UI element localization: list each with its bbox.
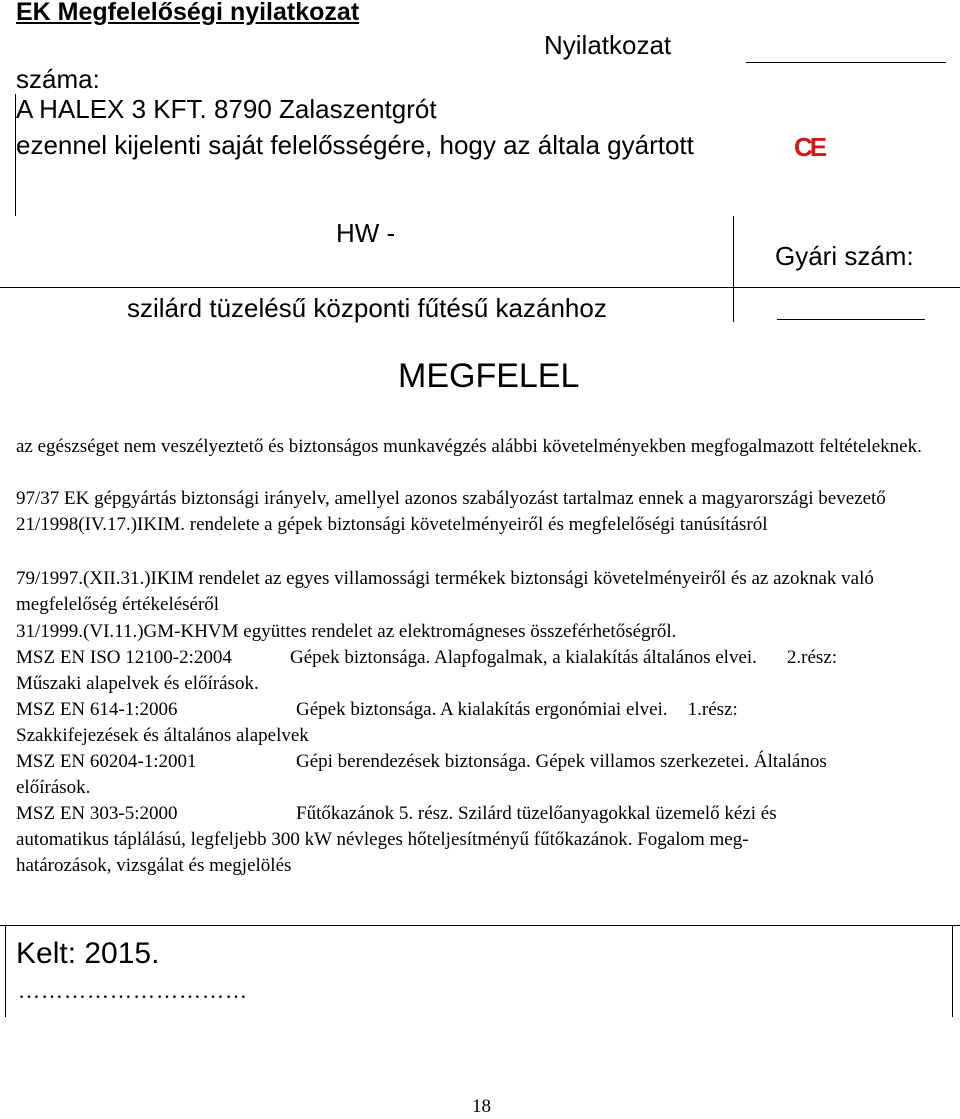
declaration-label: Nyilatkozat xyxy=(544,30,672,60)
serial-number-line xyxy=(777,319,925,320)
number-label: száma: xyxy=(16,64,100,94)
standard-code: MSZ EN 303-5:2000 xyxy=(16,803,178,824)
standard-continuation: automatikus táplálású, legfeljebb 300 kW névleges hőteljesítményű fűtőkazánok. Fogalom meg- xyxy=(16,829,749,850)
standard-row xyxy=(16,645,837,671)
standard-continuation: Műszaki alapelvek és előírások. xyxy=(16,673,259,694)
left-border-line xyxy=(15,94,16,216)
standard-text: Gépi berendezések biztonsága. Gépek villamos szerkezetei. Általános xyxy=(296,751,827,772)
company-line: A HALEX 3 KFT. 8790 Zalaszentgrót xyxy=(16,94,437,124)
conformity-heading: MEGFELEL xyxy=(398,357,580,395)
product-model: HW - xyxy=(336,218,396,248)
signature-right-border xyxy=(952,925,953,1017)
standard-continuation: Szakkifejezések és általános alapelvek xyxy=(16,725,309,746)
standard-code: MSZ EN ISO 12100-2:2004 xyxy=(16,647,232,668)
standard-text: Gépek biztonsága. Alapfogalmak, a kialakítás általános elvei. xyxy=(290,647,757,668)
declare-text: ezennel kijelenti saját felelősségére, hogy az általa gyártott xyxy=(16,130,694,160)
standard-row xyxy=(16,749,827,775)
standard-code: MSZ EN 60204-1:2001 xyxy=(16,751,197,772)
signature-left-border xyxy=(5,925,6,1017)
signature-separator-line xyxy=(0,925,960,926)
serial-label: Gyári szám: xyxy=(775,241,914,271)
standard-continuation: előírások. xyxy=(16,777,91,798)
declaration-number-line xyxy=(746,62,946,63)
product-description: szilárd tüzelésű központi fűtésű kazánhoz xyxy=(127,293,607,323)
page-title: EK Megfelelőségi nyilatkozat xyxy=(16,0,360,26)
standard-text: Gépek biztonsága. A kialakítás ergonómiai elvei. xyxy=(296,699,668,720)
standard-row xyxy=(16,801,777,827)
standard-text: Fűtőkazánok 5. rész. Szilárd tüzelőanyagokkal üzemelő kézi és xyxy=(296,803,777,824)
standard-row xyxy=(16,697,738,723)
regulation-item: 97/37 EK gépgyártás biztonsági irányelv, amellyel azonos szabályozást tartalmaz ennek a magyarországi bevezető 21/1998(IV.17.)IKIM. rendelete a gépek biztonsági követelményeiről és megfelelőségi tanúsításról xyxy=(16,488,886,535)
conformity-intro: az egészséget nem veszélyeztető és biztonságos munkavégzés alábbi követelményekben megfogalmazott feltételeknek. xyxy=(16,436,922,457)
product-divider-line xyxy=(733,216,734,322)
standard-code: MSZ EN 614-1:2006 xyxy=(16,699,178,720)
standard-continuation: határozások, vizsgálat és megjelölés xyxy=(16,855,292,876)
product-separator-line xyxy=(0,287,960,288)
page-number: 18 xyxy=(472,1096,491,1117)
regulation-item: 79/1997.(XII.31.)IKIM rendelet az egyes villamossági termékek biztonsági követelményeiről és az azoknak való megfelelőség értékeléséről xyxy=(16,568,874,615)
standard-part: 2.rész: xyxy=(786,647,838,668)
date-dots: ………………………… xyxy=(18,978,248,1003)
ce-mark-icon: CE xyxy=(794,132,825,162)
regulation-item: 31/1999.(VI.11.)GM-KHVM együttes rendelet az elektromágneses összeférhetőségről. xyxy=(16,621,677,642)
standard-part: 1.rész: xyxy=(687,699,738,720)
date-label: Kelt: 2015. xyxy=(16,937,160,970)
